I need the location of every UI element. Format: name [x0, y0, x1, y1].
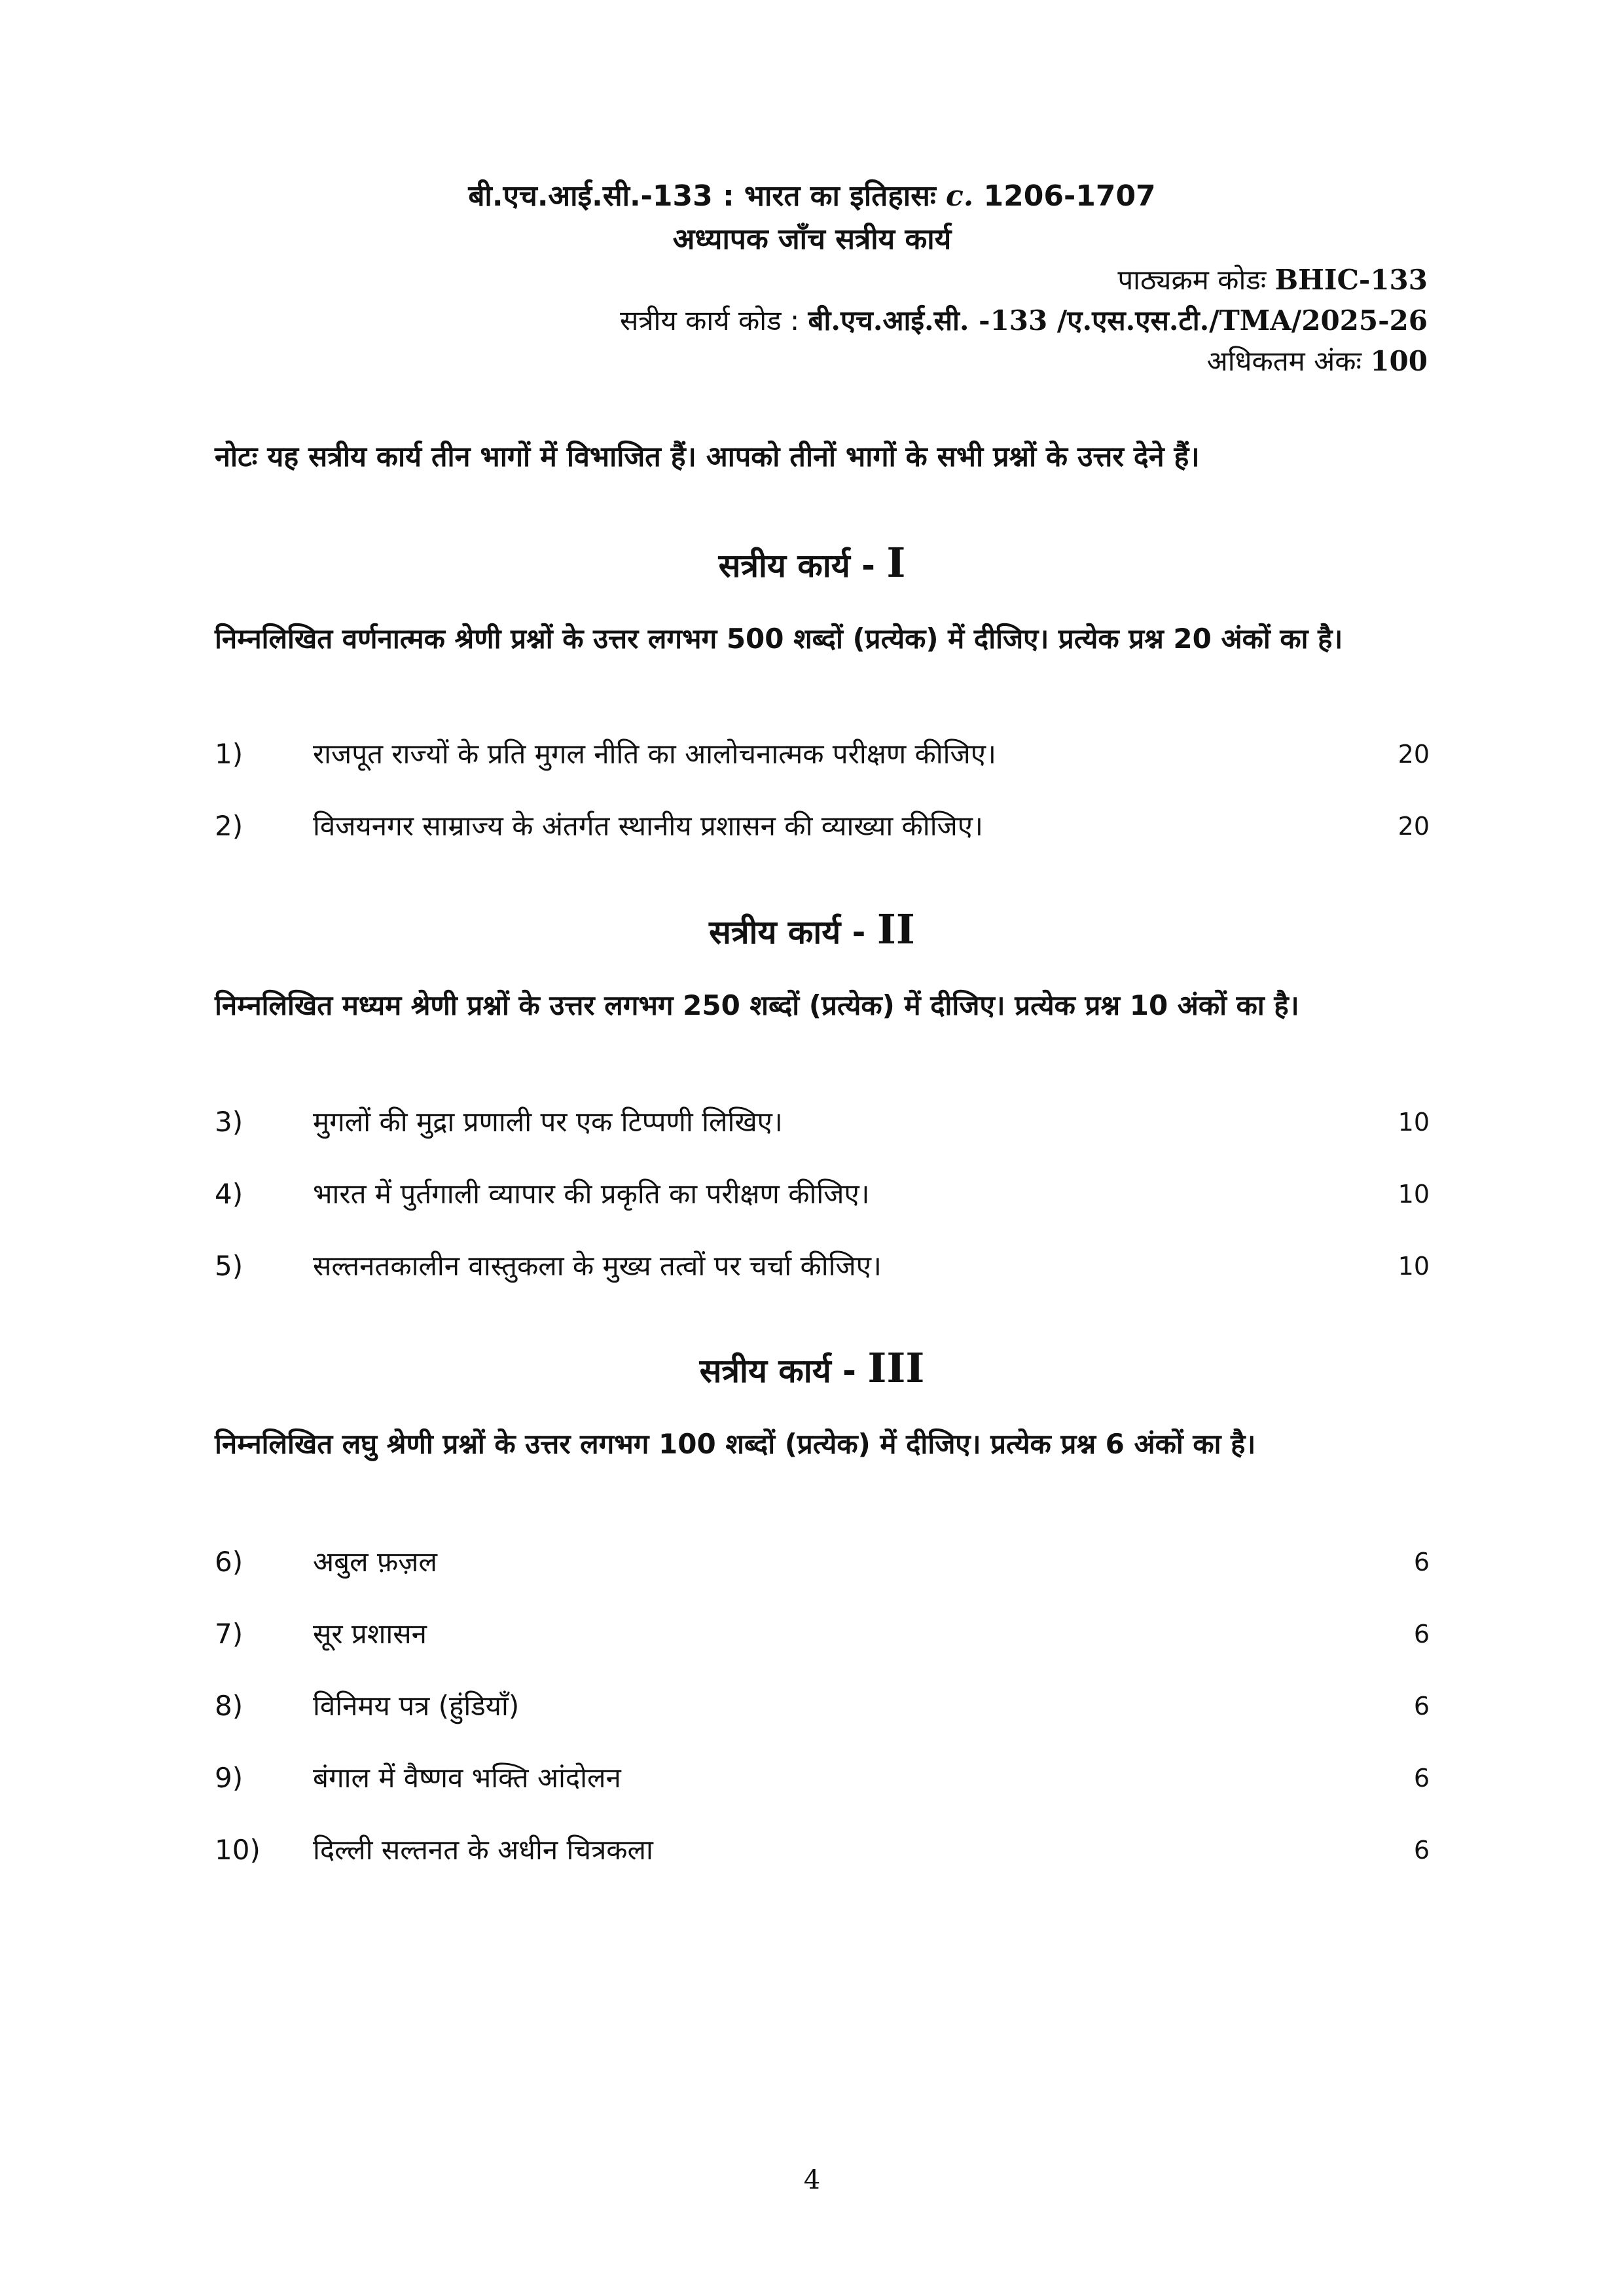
question-number: 1) [215, 738, 244, 770]
section-heading-text: सत्रीय कार्य - [709, 913, 866, 951]
question-text: विनिमय पत्र (हुंडियाँ) [313, 1690, 520, 1722]
section-heading-2 [0, 903, 1624, 958]
assignment-code-label: सत्रीय कार्य कोड : [619, 304, 800, 337]
max-marks-line [1207, 343, 1428, 380]
assignment-note: नोटः यह सत्रीय कार्य तीन भागों में विभाजित हैं। आपको तीनों भागों के सभी प्रश्नों के उत्तर देने हैं। [215, 441, 1200, 473]
question-marks: 6 [1413, 1548, 1430, 1576]
section-roman-numeral: II [876, 905, 915, 953]
section-heading-3 [0, 1342, 1624, 1397]
question-marks: 6 [1413, 1836, 1430, 1865]
section-heading-text: सत्रीय कार्य - [718, 547, 875, 585]
question-text: भारत में पुर्तगाली व्यापार की प्रकृति का परीक्षण कीजिए। [313, 1178, 870, 1210]
section-roman-numeral: III [867, 1344, 925, 1392]
question-marks: 10 [1398, 1108, 1430, 1137]
question-marks: 6 [1413, 1620, 1430, 1649]
max-marks-label: अधिकतम अंकः [1206, 345, 1362, 377]
course-code-line [1117, 262, 1428, 299]
question-row [215, 1614, 1430, 1654]
course-code-value: BHIC-133 [1274, 264, 1428, 296]
question-text: राजपूत राज्यों के प्रति मुगल नीति का आलोचनात्मक परीक्षण कीजिए। [313, 738, 996, 770]
question-number: 6) [215, 1546, 244, 1578]
question-number: 7) [215, 1618, 244, 1650]
question-marks: 6 [1413, 1764, 1430, 1793]
question-number: 8) [215, 1690, 244, 1722]
question-text: बंगाल में वैष्णव भक्ति आंदोलन [313, 1762, 621, 1794]
question-marks: 6 [1413, 1692, 1430, 1721]
question-row [215, 1758, 1430, 1798]
question-text: मुगलों की मुद्रा प्रणाली पर एक टिप्पणी लिखिए। [313, 1106, 783, 1138]
document-subtitle: अध्यापक जाँच सत्रीय कार्य [672, 223, 952, 256]
course-code-label: पाठ्यक्रम कोडः [1117, 264, 1267, 296]
question-marks: 10 [1398, 1252, 1430, 1281]
title-prefix: बी.एच.आई.सी.-133 : भारत का इतिहासः [468, 179, 936, 213]
question-row [215, 1247, 1430, 1286]
question-row [215, 807, 1430, 846]
title-circa: c. [946, 179, 974, 213]
question-text: विजयनगर साम्राज्य के अंतर्गत स्थानीय प्रशासन की व्याख्या कीजिए। [313, 810, 983, 842]
question-text: सूर प्रशासन [313, 1618, 427, 1650]
question-number: 9) [215, 1762, 244, 1794]
question-number: 3) [215, 1106, 244, 1138]
section-instruction-2: निम्नलिखित मध्यम श्रेणी प्रश्नों के उत्तर लगभग 250 शब्दों (प्रत्येक) में दीजिए। प्रत्येक प्रश्न 10 अंकों का है। [215, 989, 1299, 1021]
assignment-code-value: बी.एच.आई.सी. -133 /ए.एस.एस.टी./TMA/2025-26 [808, 304, 1428, 337]
section-heading-1 [0, 537, 1624, 592]
section-heading-text: सत्रीय कार्य - [699, 1352, 856, 1390]
section-roman-numeral: I [886, 539, 906, 587]
title-years: 1206-1707 [983, 179, 1156, 213]
question-text: अबुल फ़ज़ल [313, 1546, 437, 1578]
question-row [215, 1542, 1430, 1582]
question-text: दिल्ली सल्तनत के अधीन चित्रकला [313, 1834, 653, 1866]
question-number: 4) [215, 1178, 244, 1210]
page-number: 4 [803, 2165, 821, 2195]
question-row [215, 1686, 1430, 1726]
question-marks: 10 [1398, 1180, 1430, 1209]
question-number: 10) [215, 1834, 261, 1866]
question-number: 2) [215, 810, 244, 842]
max-marks-value: 100 [1370, 345, 1428, 377]
question-row [215, 1831, 1430, 1870]
question-row [215, 1175, 1430, 1214]
question-text: सल्तनतकालीन वास्तुकला के मुख्य तत्वों पर चर्चा कीजिए। [313, 1250, 882, 1282]
question-row [215, 1102, 1430, 1142]
section-instruction-3: निम्नलिखित लघु श्रेणी प्रश्नों के उत्तर लगभग 100 शब्दों (प्रत्येक) में दीजिए। प्रत्येक प्रश्न 6 अंकों का है। [215, 1428, 1256, 1460]
document-title [0, 177, 1624, 216]
question-marks: 20 [1398, 812, 1430, 841]
question-row [215, 735, 1430, 774]
question-marks: 20 [1398, 740, 1430, 769]
assignment-code-line [620, 302, 1428, 339]
section-instruction-1: निम्नलिखित वर्णनात्मक श्रेणी प्रश्नों के उत्तर लगभग 500 शब्दों (प्रत्येक) में दीजिए। प्रत्येक प्रश्न 20 अंकों का है। [215, 623, 1343, 655]
question-number: 5) [215, 1250, 244, 1282]
